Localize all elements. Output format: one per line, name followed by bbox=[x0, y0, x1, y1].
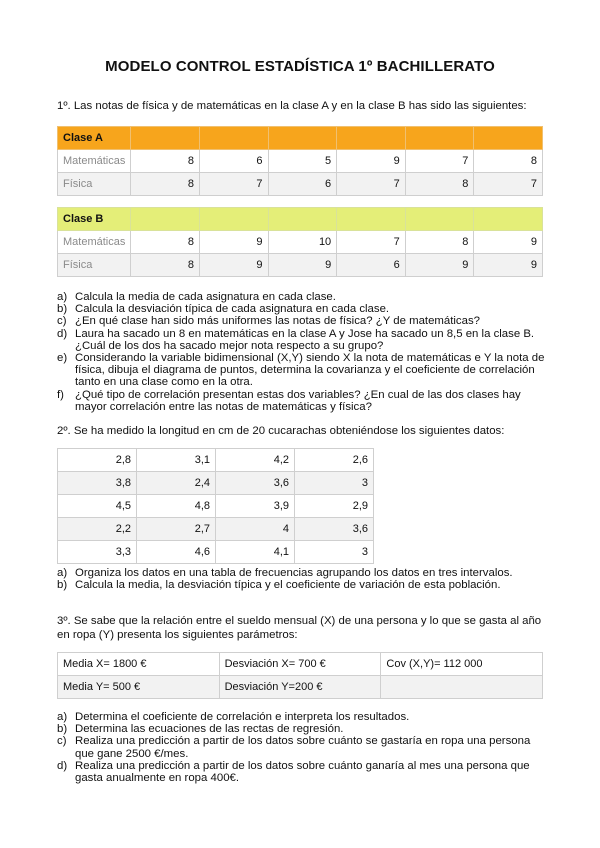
list-item: f) ¿Qué tipo de correlación presentan estas dos variables? ¿En cual de las dos clases hay mayor correlación entre las notas de matemáticas y física? bbox=[57, 388, 521, 413]
data-cell: 2,4 bbox=[137, 472, 216, 495]
grade-cell: 9 bbox=[268, 254, 337, 277]
param-cell: Desviación Y=200 € bbox=[219, 676, 381, 699]
param-cell: Desviación X= 700 € bbox=[219, 653, 381, 676]
grade-cell: 7 bbox=[337, 173, 406, 196]
grade-cell: 5 bbox=[268, 150, 337, 173]
grade-cell: 9 bbox=[474, 231, 543, 254]
grade-cell: 8 bbox=[131, 231, 200, 254]
grade-cell: 8 bbox=[405, 231, 474, 254]
param-cell bbox=[381, 676, 543, 699]
list-item: a) Calcula la media de cada asignatura en cada clase. bbox=[57, 291, 336, 303]
page-title: MODELO CONTROL ESTADÍSTICA 1º BACHILLERATO bbox=[105, 58, 495, 75]
table-row bbox=[58, 653, 543, 676]
data-cell: 3,9 bbox=[216, 495, 295, 518]
data-cell: 4,8 bbox=[137, 495, 216, 518]
data-cell: 4,2 bbox=[216, 449, 295, 472]
grade-cell: 8 bbox=[131, 150, 200, 173]
data-cell: 2,7 bbox=[137, 518, 216, 541]
table-row bbox=[58, 472, 374, 495]
grade-cell: 9 bbox=[199, 231, 268, 254]
question-1-items bbox=[57, 291, 547, 413]
data-cell: 3 bbox=[295, 541, 374, 564]
list-item: a) Organiza los datos en una tabla de frecuencias agrupando los datos en tres intervalos. bbox=[57, 567, 513, 579]
table-row bbox=[58, 676, 543, 699]
table-row bbox=[58, 254, 543, 277]
data-cell: 4,5 bbox=[58, 495, 137, 518]
question-2-items bbox=[57, 567, 547, 591]
grade-cell: 9 bbox=[199, 254, 268, 277]
data-cell: 3,6 bbox=[216, 472, 295, 495]
grade-cell: 8 bbox=[131, 254, 200, 277]
data-cell: 3,1 bbox=[137, 449, 216, 472]
data-cell: 2,2 bbox=[58, 518, 137, 541]
list-item: e) Considerando la variable bidimensional (X,Y) siendo X la nota de matemáticas e Y la nota de física, dibuja el diagrama de puntos, determina la covarianza y el coeficiente de correlación tanto en una clase como en la otra. bbox=[57, 352, 545, 389]
data-cell: 4,6 bbox=[137, 541, 216, 564]
data-cell: 3 bbox=[295, 472, 374, 495]
grade-cell: 6 bbox=[337, 254, 406, 277]
data-cell: 3,3 bbox=[58, 541, 137, 564]
grade-cell: 7 bbox=[337, 231, 406, 254]
cockroach-data-table bbox=[57, 448, 374, 564]
param-cell: Media Y= 500 € bbox=[58, 676, 220, 699]
list-item: b) Calcula la desviación típica de cada asignatura en cada clase. bbox=[57, 303, 390, 316]
list-item: a) Determina el coeficiente de correlación e interpreta los resultados. bbox=[57, 711, 410, 723]
data-cell: 2,9 bbox=[295, 495, 374, 518]
data-cell: 2,8 bbox=[58, 449, 137, 472]
grade-cell: 6 bbox=[268, 173, 337, 196]
table-row bbox=[58, 518, 374, 541]
class-b-table bbox=[57, 207, 543, 277]
table-row bbox=[58, 173, 543, 196]
table-row bbox=[58, 150, 543, 173]
grade-cell: 8 bbox=[131, 173, 200, 196]
list-item: d) Laura ha sacado un 8 en matemáticas en la clase A y Jose ha sacado un 8,5 en la clase B. ¿Cuál de los dos ha sacado mejor nota respecto a su grupo? bbox=[57, 327, 535, 352]
data-cell: 4,1 bbox=[216, 541, 295, 564]
class-b-label: Clase B bbox=[58, 208, 131, 231]
class-a-table bbox=[57, 126, 543, 196]
grade-cell: 9 bbox=[337, 150, 406, 173]
param-cell: Media X= 1800 € bbox=[58, 653, 220, 676]
data-cell: 4 bbox=[216, 518, 295, 541]
list-item: c) ¿En qué clase han sido más uniformes las notas de física? ¿Y de matemáticas? bbox=[57, 315, 480, 328]
grade-cell: 9 bbox=[474, 254, 543, 277]
list-item: d) Realiza una predicción a partir de los datos sobre cuánto ganaría al mes una persona que gasta anualmente en ropa 400€. bbox=[57, 759, 530, 785]
question-1-intro: 1º. Las notas de física y de matemáticas en la clase A y en la clase B has sido las siguientes: bbox=[57, 100, 527, 112]
data-cell: 3,8 bbox=[58, 472, 137, 495]
grade-cell: 6 bbox=[199, 150, 268, 173]
subject-label: Física bbox=[58, 173, 131, 196]
class-a-header-row bbox=[58, 127, 543, 150]
grade-cell: 8 bbox=[405, 173, 474, 196]
grade-cell: 9 bbox=[405, 254, 474, 277]
table-row bbox=[58, 495, 374, 518]
question-3-items bbox=[57, 711, 547, 784]
param-cell: Cov (X,Y)= 112 000 bbox=[381, 653, 543, 676]
grade-cell: 10 bbox=[268, 231, 337, 254]
list-item: b) Determina las ecuaciones de las rectas de regresión. bbox=[57, 723, 344, 736]
table-row bbox=[58, 231, 543, 254]
subject-label: Física bbox=[58, 254, 131, 277]
question-2-intro: 2º. Se ha medido la longitud en cm de 20 cucarachas obteniéndose los siguientes datos: bbox=[57, 425, 505, 437]
parameters-table bbox=[57, 652, 543, 699]
list-item: b) Calcula la media, la desviación típica y el coeficiente de variación de esta población. bbox=[57, 579, 501, 592]
grade-cell: 8 bbox=[474, 150, 543, 173]
data-cell: 3,6 bbox=[295, 518, 374, 541]
grade-cell: 7 bbox=[199, 173, 268, 196]
subject-label: Matemáticas bbox=[58, 150, 131, 173]
class-a-label: Clase A bbox=[58, 127, 131, 150]
table-row bbox=[58, 449, 374, 472]
class-b-header-row bbox=[58, 208, 543, 231]
list-item: c) Realiza una predicción a partir de los datos sobre cuánto se gastaría en ropa una persona que gane 2500 €/mes. bbox=[57, 735, 531, 760]
table-row bbox=[58, 541, 374, 564]
data-cell: 2,6 bbox=[295, 449, 374, 472]
grade-cell: 7 bbox=[474, 173, 543, 196]
grade-cell: 7 bbox=[405, 150, 474, 173]
subject-label: Matemáticas bbox=[58, 231, 131, 254]
question-3-intro: 3º. Se sabe que la relación entre el sueldo mensual (X) de una persona y lo que se gasta al año en ropa (Y) presenta los siguientes parámetros: bbox=[57, 615, 542, 641]
